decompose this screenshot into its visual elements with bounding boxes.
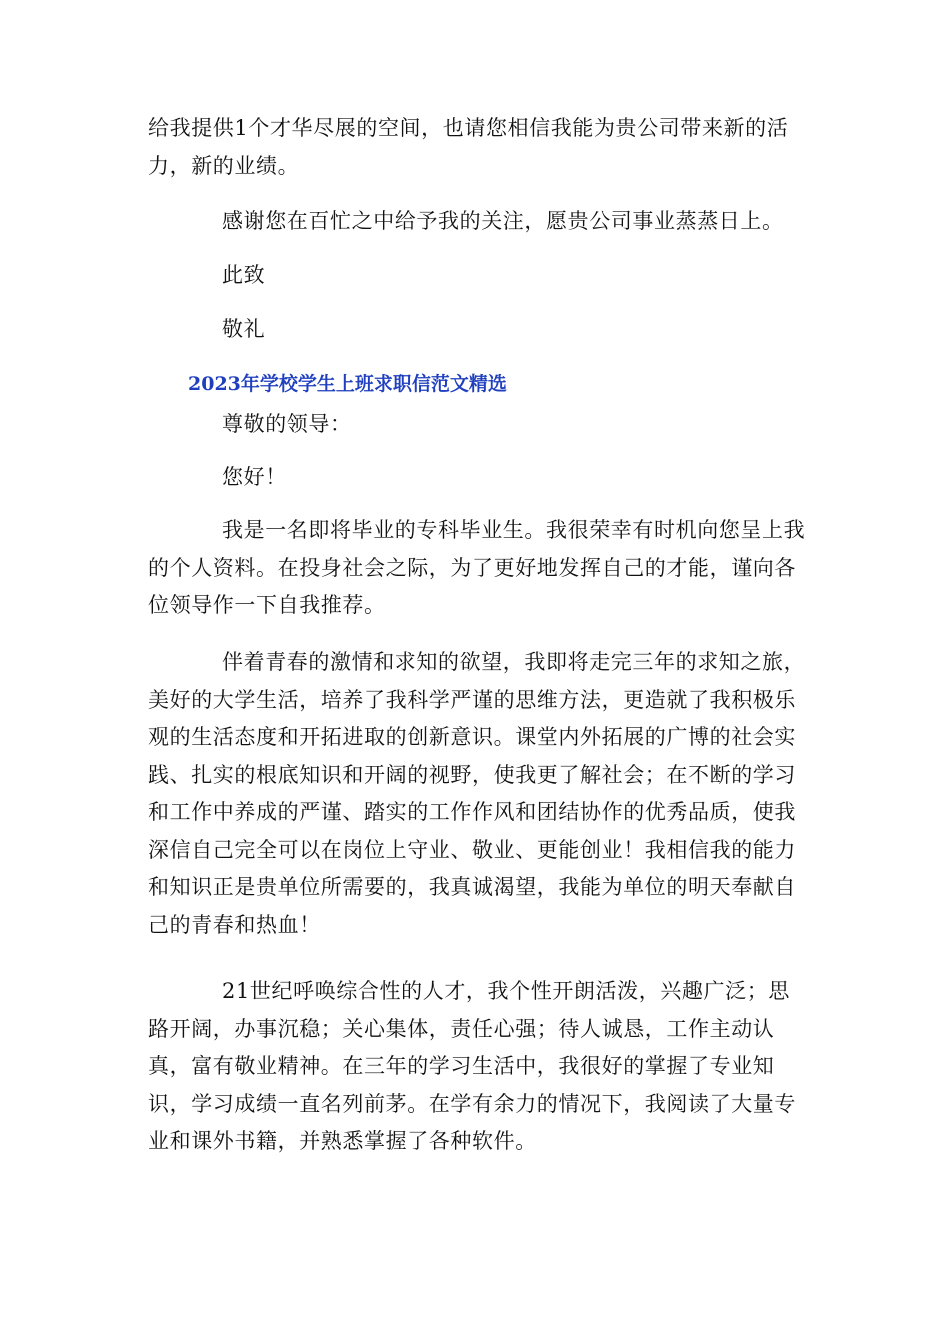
- body-paragraph-2: 伴着青春的激情和求知的欲望，我即将走完三年的求知之旅，美好的大学生活，培养了我科学严谨的思维方法，更造就了我积极乐观的生活态度和开拓进取的创新意识。课堂内外拓展的广博的社会实践、扎实的根底知识和开阔的视野，使我更了解社会；在不断的学习和工作中养成的严谨、踏实的工作作风和团结协作的优秀品质，使我深信自己完全可以在岗位上守业、敬业、更能创业！我相信我的能力和知识正是贵单位所需要的，我真诚渴望，我能为单位的明天奉献自己的青春和热血！: [148, 650, 806, 937]
- top-paragraph: 给我提供1个才华尽展的空间，也请您相信我能为贵公司带来新的活力，新的业绩。: [148, 116, 789, 178]
- thanks-paragraph: 感谢您在百忙之中给予我的关注，愿贵公司事业蒸蒸日上。: [222, 209, 784, 233]
- salutation: 尊敬的领导：: [222, 412, 352, 436]
- closing-line-1: 此致: [222, 263, 266, 287]
- greeting: 您好！: [222, 465, 287, 489]
- body-paragraph-1: 我是一名即将毕业的专科毕业生。我很荣幸有时机向您呈上我的个人资料。在投身社会之际，为了更好地发挥自己的才能，谨向各位领导作一下自我推荐。: [148, 518, 806, 617]
- closing-line-2: 敬礼: [222, 317, 266, 341]
- section-title: 2023年学校学生上班求职信范文精选: [188, 373, 507, 395]
- body-paragraph-3: 21世纪呼唤综合性的人才，我个性开朗活泼，兴趣广泛；思路开阔，办事沉稳；关心集体，责任心强；待人诚恳，工作主动认真，富有敬业精神。在三年的学习生活中，我很好的掌握了专业知识，学习成绩一直名列前茅。在学有余力的情况下，我阅读了大量专业和课外书籍，并熟悉掌握了各种软件。: [148, 979, 796, 1153]
